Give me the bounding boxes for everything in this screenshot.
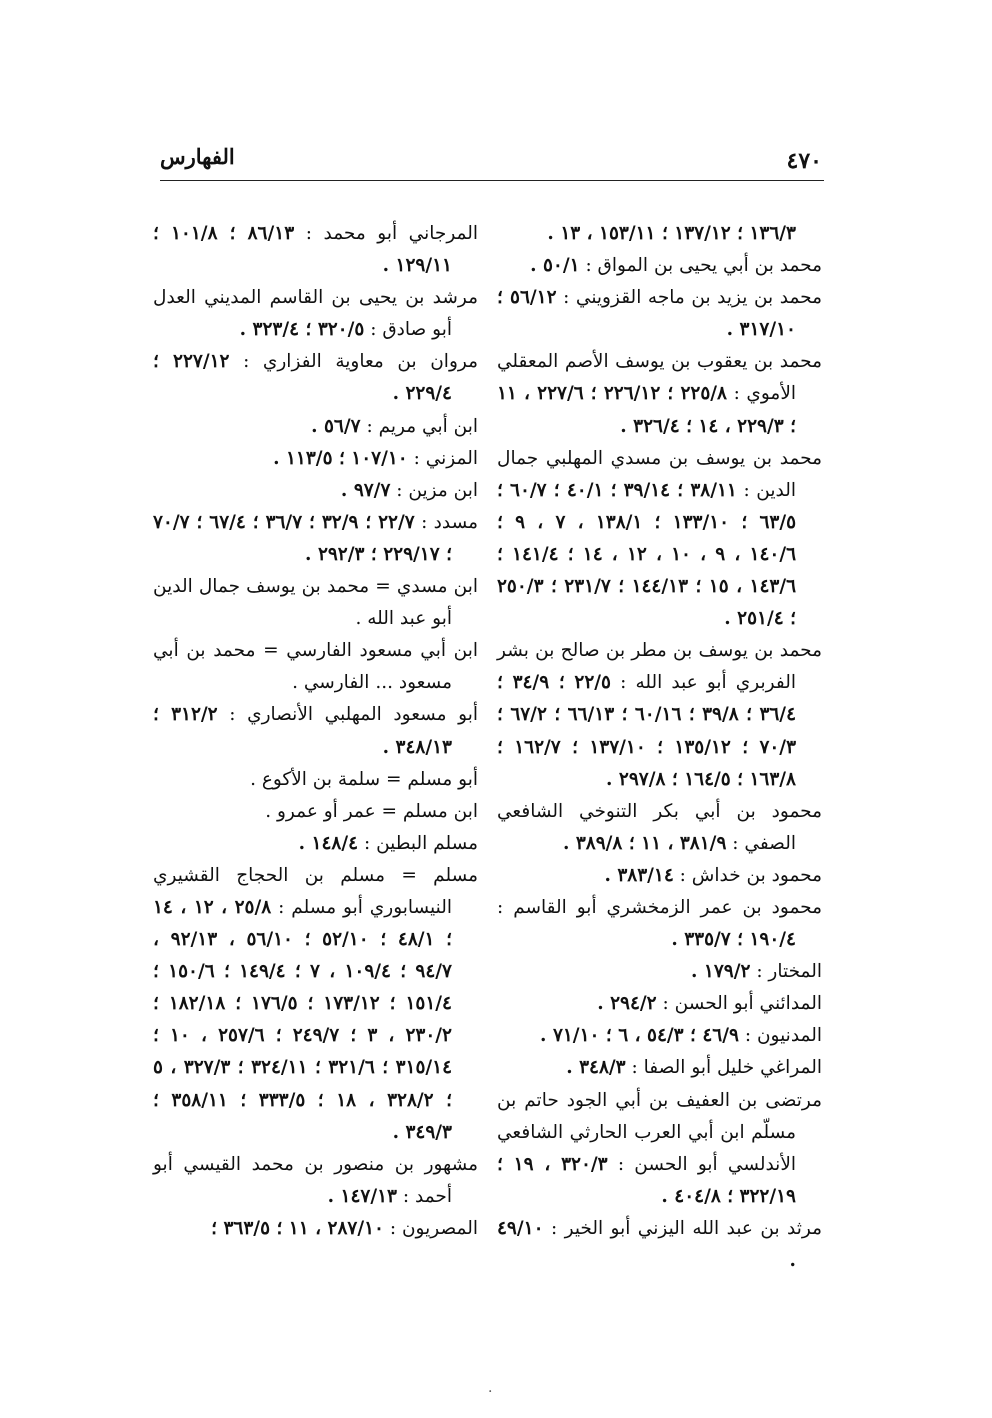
entry-references: ١٣٦/٣ ؛ ١٣٧/١٢ ؛ ١٥٣/١١ ، ١٣ .	[547, 223, 796, 244]
entry-name: المصريون :	[389, 1217, 478, 1239]
index-entry	[153, 411, 478, 443]
index-entry	[153, 1213, 478, 1245]
entry-references: ٣٢٠/٣ ، ١٩ ؛ ٣٢٢/١٩ ؛ ٤٠٤/٨ .	[497, 1153, 796, 1207]
entry-name: محمود بن خداش :	[679, 864, 822, 886]
entry-references: ٣٢٠/٥ ؛ ٣٢٣/٤ .	[239, 319, 365, 341]
index-entry	[497, 956, 822, 988]
index-entry	[497, 1213, 822, 1277]
entry-references: ١٠٧/١٠ ؛ ١١٣/٥ .	[273, 447, 408, 469]
index-entry	[497, 346, 822, 442]
index-entry	[153, 218, 478, 282]
index-entry	[153, 475, 478, 507]
entry-name: مسلم البطين :	[363, 832, 478, 854]
entry-name: محمد بن يوسف بن مطر بن صالح بن بشر الفربري أبو عبد الله :	[497, 640, 822, 694]
entry-name: محمد بن يوسف بن مسدي المهلبي جمال الدين :	[497, 447, 822, 501]
entry-references: ٣٨١/٩ ، ١١ ؛ ٣٨٩/٨ .	[562, 832, 727, 854]
index-entry	[497, 635, 822, 795]
header-rule	[160, 180, 824, 181]
entry-name: ابن أبي مريم :	[366, 415, 478, 437]
entry-references: ٢٢٧/١٢ ؛ ٢٢٩/٤ .	[153, 351, 452, 405]
index-entry	[497, 218, 822, 250]
index-entry	[497, 860, 822, 892]
entry-references: ٢٢/٥ ؛ ٣٤/٩ ؛ ٣٦/٤ ؛ ٣٩/٨ ؛ ٦٠/١٦ ؛ ٦٦/١٣ ؛ ٦٧/٢ ؛ ٧٠/٣ ؛ ١٣٥/١٢ ؛ ١٣٧/١٠ ؛ ١٦٢/٧ ؛ ١٦٣/٨ ؛ ١٦٤/٥ ؛ ٢٩٧/٨ .	[497, 672, 797, 790]
entry-name: محمد بن يعقوب بن يوسف الأصم المعقلي الأموي :	[497, 351, 822, 405]
entry-name: مرشد بن يحيى بن القاسم المديني العدل أبو صادق :	[153, 287, 478, 341]
entry-references: ٣١٢/٢ ؛ ٣٤٨/١٣ .	[153, 704, 452, 758]
index-entry	[153, 699, 478, 763]
entry-name: مشهور بن منصور بن محمد القيسي أبو أحمد :	[153, 1153, 478, 1207]
index-column-right	[497, 218, 822, 1277]
index-entry	[153, 860, 478, 1149]
entry-references: ١٩٠/٤ ؛ ٣٣٥/٧ .	[671, 929, 796, 951]
entry-name: مسدد :	[421, 511, 479, 533]
index-entry	[153, 507, 478, 571]
index-entry	[497, 443, 822, 636]
index-entry	[153, 346, 478, 410]
entry-name: محمد بن أبي يحيى بن المواق :	[585, 255, 822, 277]
entry-name: محمد بن يزيد بن ماجه القزويني :	[563, 287, 822, 309]
entry-references: ٢٢/٧ ؛ ٣٢/٩ ؛ ٣٦/٧ ؛ ٦٧/٤ ؛ ٧٠/٧ ؛ ٢٢٩/١٧ ؛ ٢٩٢/٣ .	[153, 511, 452, 565]
index-entry	[497, 282, 822, 346]
index-entry	[153, 282, 478, 346]
entry-references: ٣٤٨/٣ .	[566, 1057, 626, 1079]
index-entry	[497, 1085, 822, 1213]
entry-name: المدائني أبو الحسن :	[662, 993, 822, 1015]
index-entry	[497, 796, 822, 860]
entry-name: المختار :	[756, 961, 822, 983]
entry-name: ابن مسدي = محمد بن يوسف جمال الدين أبو عبد الله .	[153, 576, 478, 630]
entry-references: ٣٨٣/١٤ .	[604, 864, 674, 886]
entry-references: ٨٦/١٣ ؛ ١٠١/٨ ؛ ١٢٩/١١ .	[153, 223, 452, 277]
entry-name: محمود بن أبي بكر التنوخي الشافعي الصفي :	[497, 800, 822, 854]
entry-name: ابن مزين :	[396, 479, 478, 501]
entry-name: المراغي خليل أبو الصفا :	[631, 1057, 822, 1079]
page-number: ٤٧٠	[786, 148, 822, 174]
entry-name: المرجاني أبو محمد :	[305, 223, 479, 244]
entry-name: مسلم = مسلم بن الحجاج القشيري النيسابوري أبو مسلم :	[153, 864, 478, 918]
index-entry	[153, 635, 478, 699]
entry-name: مرتضى بن العفيف بن أبي الجود حاتم بن مسلّم ابن أبي العرب الحارثي الشافعي الأندلسي أبو الحسن :	[497, 1089, 822, 1175]
page-header	[160, 138, 822, 178]
entry-references: ٢٢٥/٨ ؛ ٢٢٦/١٢ ؛ ٢٢٧/٦ ، ١١ ؛ ٢٢٩/٣ ، ١٤ ؛ ٣٢٦/٤ .	[497, 383, 796, 437]
index-entry	[153, 796, 478, 828]
entry-references: ٥٠/١ .	[530, 255, 580, 277]
entry-references: ٤٩/١٠ .	[497, 1217, 796, 1271]
index-entry	[497, 250, 822, 282]
index-entry	[153, 1149, 478, 1213]
entry-name: مرثد بن عبد الله اليزني أبو الخير :	[550, 1217, 823, 1239]
entry-references: ١٧٩/٢ .	[691, 961, 751, 983]
entry-name: ابن أبي مسعود الفارسي = محمد بن أبي مسعود ... الفارسي .	[153, 640, 478, 694]
index-entry	[153, 764, 478, 796]
index-entry	[497, 892, 822, 956]
entry-name: أبو مسعود المهلبي الأنصاري :	[229, 704, 479, 726]
index-entry	[497, 988, 822, 1020]
running-title: الفهارس	[160, 144, 235, 169]
entry-references: ٤٦/٩ ؛ ٥٤/٣ ، ٦ ؛ ٧١/١٠ .	[540, 1025, 739, 1047]
index-column-left	[153, 218, 478, 1245]
index-entry	[497, 1020, 822, 1052]
entry-references: ١٤٧/١٣ .	[327, 1185, 397, 1207]
entry-name: أبو مسلم = سلمة بن الأكوع .	[250, 768, 478, 790]
index-entry	[153, 828, 478, 860]
entry-name: المزني :	[413, 447, 478, 469]
entry-references: ٢٩٤/٢ .	[597, 993, 657, 1015]
index-entry	[497, 1052, 822, 1084]
entry-name: مروان بن معاوية الفزاري :	[243, 351, 479, 373]
entry-references: ٣٨/١١ ؛ ٣٩/١٤ ؛ ٤٠/١ ؛ ٦٠/٧ ؛ ٦٣/٥ ؛ ١٣٣/١٠ ؛ ١٣٨/١ ، ٧ ، ٩ ؛ ١٤٠/٦ ، ٩ ، ١٠ ، ١٢ ، ١٤ ؛ ١٤١/٤ ؛ ١٤٣/٦ ، ١٥ ؛ ١٤٤/١٣ ؛ ٢٣١/٧ ؛ ٢٥٠/٣ ؛ ٢٥١/٤ .	[497, 479, 797, 630]
entry-references: ١٤٨/٤ .	[298, 832, 359, 854]
entry-references: ٢٨٧/١٠ ، ١١ ؛ ٣٦٣/٥ ؛	[211, 1217, 384, 1239]
entry-name: ابن مسلم = عمر أو عمرو .	[265, 800, 478, 822]
entry-references: ٩٧/٧ .	[340, 479, 391, 501]
entry-references: ٢٥/٨ ، ١٢ ، ١٤ ؛ ٤٨/١ ؛ ٥٢/١٠ ؛ ٥٦/١٠ ، ٩٢/١٣ ، ٩٤/٧ ؛ ١٠٩/٤ ، ٧ ؛ ١٤٩/٤ ؛ ١٥٠/٦ ؛ ١٥١/٤ ؛ ١٧٣/١٢ ؛ ١٧٦/٥ ؛ ١٨٢/١٨ ؛ ٢٣٠/٢ ، ٣ ؛ ٢٤٩/٧ ؛ ٢٥٧/٦ ، ١٠ ؛ ٣١٥/١٤ ؛ ٣٢١/٦ ؛ ٣٢٤/١١ ؛ ٣٢٧/٣ ، ٥ ؛ ٣٢٨/٢ ، ١٨ ؛ ٣٣٣/٥ ؛ ٣٥٨/١١ ؛ ٣٤٩/٣ .	[153, 896, 453, 1143]
index-entry	[153, 443, 478, 475]
entry-references: ٥٦/١٢ ؛ ٣١٧/١٠ .	[497, 287, 796, 341]
entry-name: المدنيون :	[744, 1025, 822, 1047]
entry-name: محمود بن عمر الزمخشري أبو القاسم :	[497, 896, 822, 918]
index-entry	[153, 571, 478, 635]
entry-references: ٥٦/٧ .	[311, 415, 361, 437]
page-mark: ·	[488, 1384, 493, 1400]
